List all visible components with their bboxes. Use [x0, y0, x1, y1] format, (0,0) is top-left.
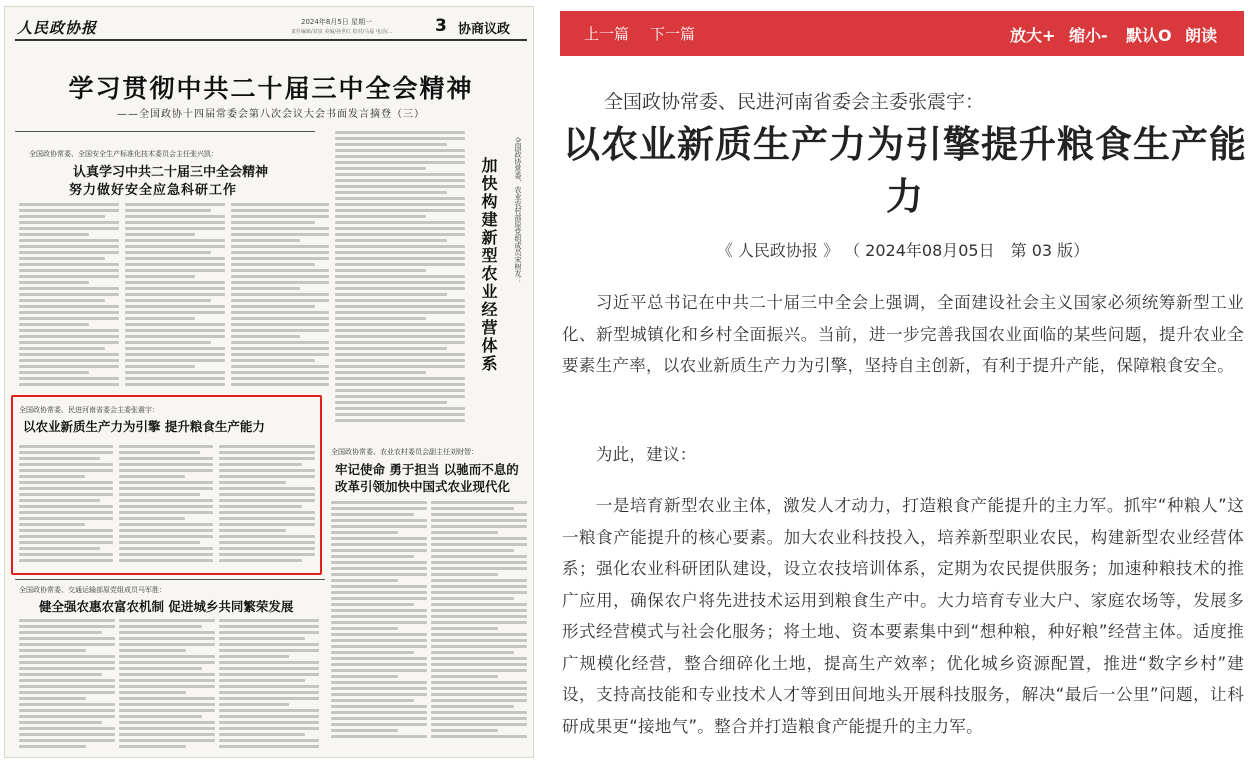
newspaper-page-image[interactable]	[4, 6, 534, 758]
edition-date: 2024年8月5日 星期一	[301, 18, 372, 26]
divider	[15, 131, 315, 132]
body-text-column	[19, 203, 119, 389]
article-paragraph: 一是培育新型农业主体，激发人才动力，打造粮食产能提升的主力军。抓牢“种粮人”这一粮食产能提升的核心要素。加大农业科技投入，培养新型职业农民，构建新型农业经营体系；强化农业科研团队建设，设立农技培训体系，定期为农民提供服务；加速种粮技术的推广应用，确保农户将先进技术运用到粮食生产中。大力培育专业大户、家庭农场等，发展多形式经营模式与社会化服务；将土地、资本要素集中到“想种粮，种好粮”经营主体。适度推广规模化经营，整合细碎化土地，提高生产效率；优化城乡资源配置，推进“数字乡村”建设，支持高技能和专业技术人才等到田间地头开展科技服务，解决“最后一公里”问题，让科研成果更“接地气”。整合并打造粮食产能提升的主力军。	[562, 496, 1244, 736]
article-headline: 以农业新质生产力为引擎 提升粮食生产能力	[23, 419, 265, 434]
article-source: 《 人民政协报 》 （ 2024年08月05日 第 03 版）	[716, 241, 1090, 260]
body-text-column	[335, 131, 465, 425]
body-text-column	[119, 445, 213, 565]
zoom-out-button[interactable]: 缩小-	[1069, 26, 1108, 45]
body-text-column	[231, 203, 329, 389]
article-kicker: 全国政协常委、民进河南省委会主委张震宇：	[19, 406, 159, 414]
body-text-column	[19, 619, 115, 751]
default-size-button[interactable]: 默认O	[1126, 26, 1172, 45]
page-banner-subtitle: ——全国政协十四届常委会第八次会议大会书面发言摘登（三）	[117, 109, 425, 120]
article-headline: 努力做好安全应急科研工作	[69, 183, 238, 198]
article-kicker: 全国政协常委、交通运输部原党组成员马军胜：	[19, 586, 166, 594]
article-kicker: 全国政协常委、全国安全生产标准化技术委员会主任张兴凯：	[29, 150, 218, 158]
article-headline: 认真学习中共二十届三中全会精神	[73, 165, 269, 180]
article-kicker: 全国政协常委、农业农村部原党组成员宋树友：	[514, 137, 522, 284]
body-text-column	[219, 619, 319, 751]
page-banner-headline: 学习贯彻中共二十届三中全会精神	[68, 74, 474, 103]
body-text-column	[125, 203, 225, 389]
page-number: 3	[435, 16, 447, 36]
zoom-in-button[interactable]: 放大+	[1010, 26, 1056, 45]
prev-article-link[interactable]: 上一篇	[584, 25, 630, 43]
body-text-column	[219, 445, 315, 565]
article-kicker: 全国政协常委、民进河南省委会主委张震宇：	[604, 91, 985, 113]
newspaper-logo: 人民政协报	[17, 19, 98, 37]
article-toolbar	[560, 11, 1244, 56]
read-aloud-button[interactable]: 朗读	[1185, 26, 1218, 45]
edition-meta: 责任编辑/刘泉 美编/孙世红 校对/马磊 电话/…	[291, 29, 393, 35]
article-headline: 加快构建新型农业经营体系	[479, 157, 498, 373]
body-text-column	[431, 501, 527, 741]
newspaper-masthead	[15, 15, 527, 41]
body-text-column	[119, 619, 215, 751]
body-text-column	[19, 445, 113, 565]
article-paragraph: 习近平总书记在中共二十届三中全会上强调，全面建设社会主义国家必须统筹新型工业化、新型城镇化和乡村全面振兴。当前，进一步完善我国农业面临的某些问题，提升农业全要素生产率，以农业新质生产力为引擎，坚持自主创新，有利于提升产能，保障粮食安全。	[562, 293, 1244, 375]
page-section-name: 协商议政	[458, 22, 511, 37]
article-headline: 改革引领加快中国式农业现代化	[335, 479, 511, 494]
article-headline: 牢记使命 勇于担当 以驰而不息的	[335, 462, 519, 477]
body-text-column	[331, 501, 427, 741]
article-title: 以农业新质生产力为引擎提升粮食生产能力	[563, 122, 1247, 218]
next-article-link[interactable]: 下一篇	[650, 25, 696, 43]
article-kicker: 全国政协常委、农业农村委员会副主任刘财智：	[331, 448, 478, 456]
article-headline: 健全强农惠农富农机制 促进城乡共同繁荣发展	[39, 599, 294, 614]
divider	[15, 579, 325, 580]
article-paragraph: 为此，建议：	[595, 445, 697, 464]
